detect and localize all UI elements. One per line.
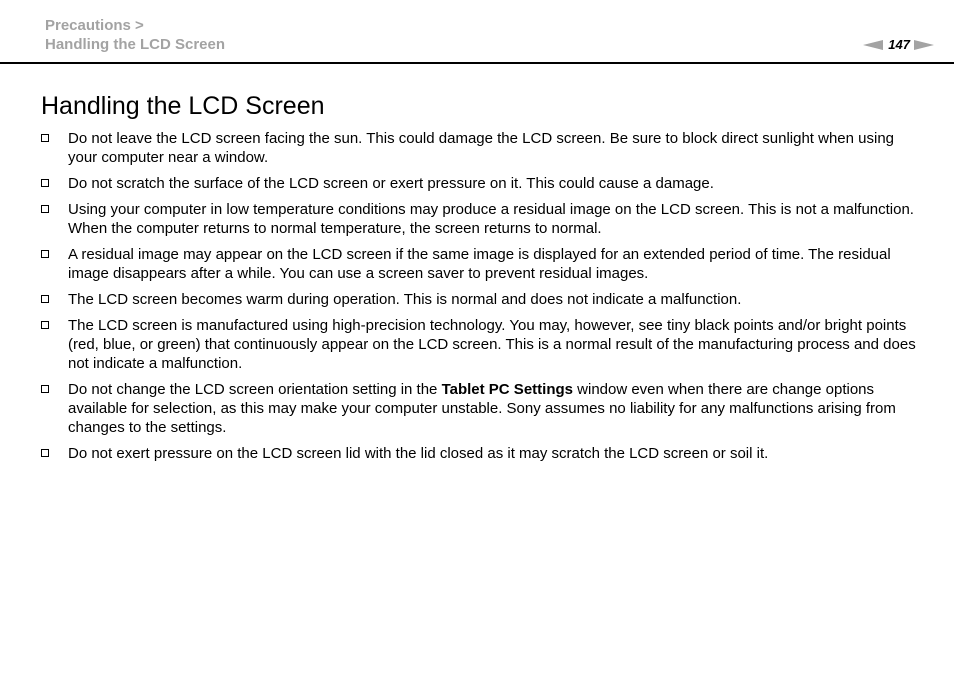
list-item <box>40 174 920 193</box>
list-item-text: Do not scratch the surface of the LCD screen or exert pressure on it. This could cause a damage. <box>68 175 714 192</box>
checkbox-bullet-icon <box>41 295 49 303</box>
list-item-text: Using your computer in low temperature conditions may produce a residual image on the LCD screen. This is not a malfunction. When the computer returns to normal temperature, the screen returns to normal. <box>68 201 914 237</box>
list-item <box>40 129 920 167</box>
list-item <box>40 200 920 238</box>
list-item <box>40 444 920 463</box>
list-item-text <box>68 381 896 436</box>
checkbox-bullet-icon <box>41 385 49 393</box>
page-header <box>0 0 954 64</box>
list-item-text: Do not exert pressure on the LCD screen lid with the lid closed as it may scratch the LCD screen or soil it. <box>68 445 769 462</box>
page-navigation <box>863 37 934 53</box>
list-item-text: The LCD screen is manufactured using high-precision technology. You may, however, see tiny black points and/or bright points (red, blue, or green) that continuously appear on the LCD screen. This is a normal result of the manufacturing process and does not indicate a malfunction. <box>68 317 916 372</box>
checkbox-bullet-icon <box>41 179 49 187</box>
list-item <box>40 245 920 283</box>
list-item <box>40 380 920 437</box>
page-number: 147 <box>888 37 910 52</box>
checkbox-bullet-icon <box>41 134 49 142</box>
tablet-pc-settings-label: Tablet PC Settings <box>441 381 573 398</box>
list-item <box>40 316 920 373</box>
breadcrumb-current: Handling the LCD Screen <box>45 36 226 53</box>
list-item-text-before: Do not change the LCD screen orientation setting in the <box>68 381 442 398</box>
list-item-text: A residual image may appear on the LCD screen if the same image is displayed for an extended period of time. The residual image disappears after a while. You can use a screen saver to prevent residual images. <box>68 246 891 282</box>
next-page-arrow-icon[interactable] <box>914 40 934 50</box>
list-item-text-after: window even when there are change options available for selection, as this may make your computer unstable. Sony assumes no liability for any malfunctions arising from changes to the settings. <box>68 381 896 436</box>
breadcrumb <box>45 16 225 54</box>
checkbox-bullet-icon <box>41 449 49 457</box>
checkbox-bullet-icon <box>41 250 49 258</box>
list-item-text: The LCD screen becomes warm during operation. This is normal and does not indicate a malfunction. <box>68 291 742 308</box>
page-title: Handling the LCD Screen <box>41 92 325 120</box>
previous-page-arrow-icon[interactable] <box>863 40 883 50</box>
list-item <box>40 290 920 309</box>
precautions-list <box>40 129 920 470</box>
header-divider <box>0 62 954 64</box>
list-item-text: Do not leave the LCD screen facing the sun. This could damage the LCD screen. Be sure to block direct sunlight when using your computer near a window. <box>68 130 895 166</box>
checkbox-bullet-icon <box>41 321 49 329</box>
breadcrumb-parent[interactable]: Precautions > <box>45 17 144 34</box>
checkbox-bullet-icon <box>41 205 49 213</box>
